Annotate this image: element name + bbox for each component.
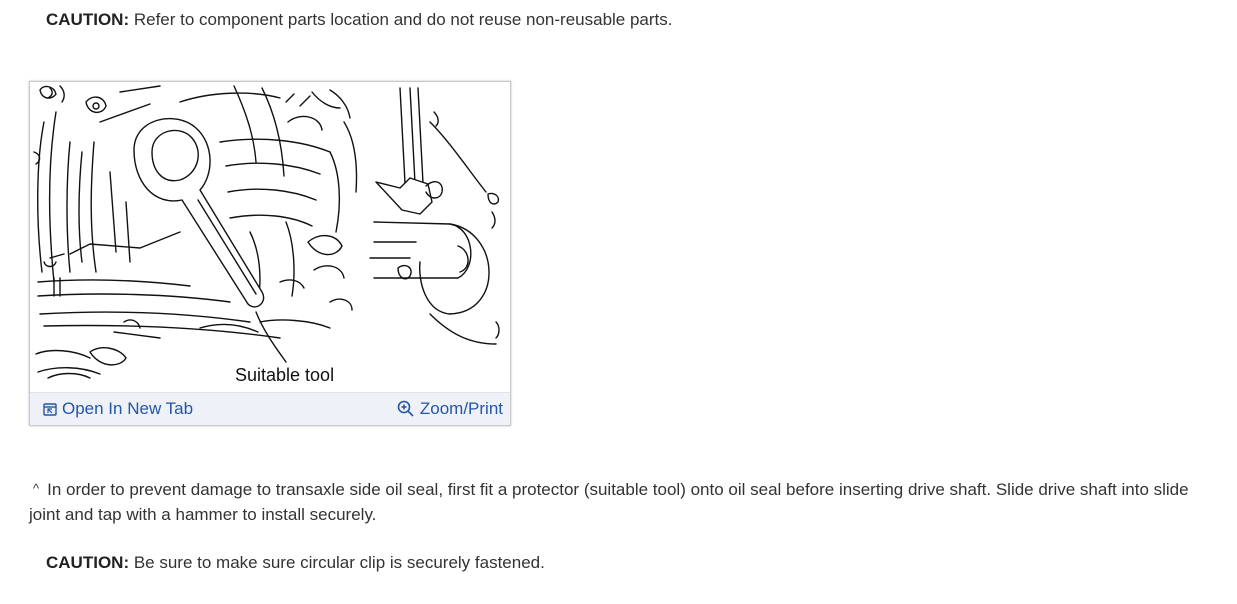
step-text: In order to prevent damage to transaxle side oil seal, first fit a protector (suitable tool) onto oil seal before inserting drive shaft. Slide drive shaft into slide joint and tap with a hammer to install securely. (29, 480, 1189, 524)
caution-label: CAUTION: (46, 553, 130, 572)
figure-container (29, 81, 511, 426)
caution-note-bottom (46, 552, 545, 574)
transaxle-illustration[interactable] (30, 82, 510, 392)
caution-note-top (46, 9, 673, 31)
caution-text: Refer to component parts location and do not reuse non-reusable parts. (129, 10, 673, 29)
figure-caption: Suitable tool (235, 365, 335, 385)
zoom-print-link[interactable] (397, 399, 503, 419)
procedure-step (29, 476, 1219, 527)
open-in-new-tab-icon (43, 402, 57, 416)
figure-toolbar (30, 392, 510, 425)
zoom-in-icon (397, 400, 415, 418)
open-in-new-tab-link[interactable] (43, 399, 193, 419)
caution-text: Be sure to make sure circular clip is securely fastened. (129, 553, 545, 572)
open-in-new-tab-label: Open In New Tab (62, 399, 194, 418)
step-marker: ^ (33, 481, 40, 496)
zoom-print-label: Zoom/Print (419, 399, 503, 418)
caution-label: CAUTION: (46, 10, 130, 29)
